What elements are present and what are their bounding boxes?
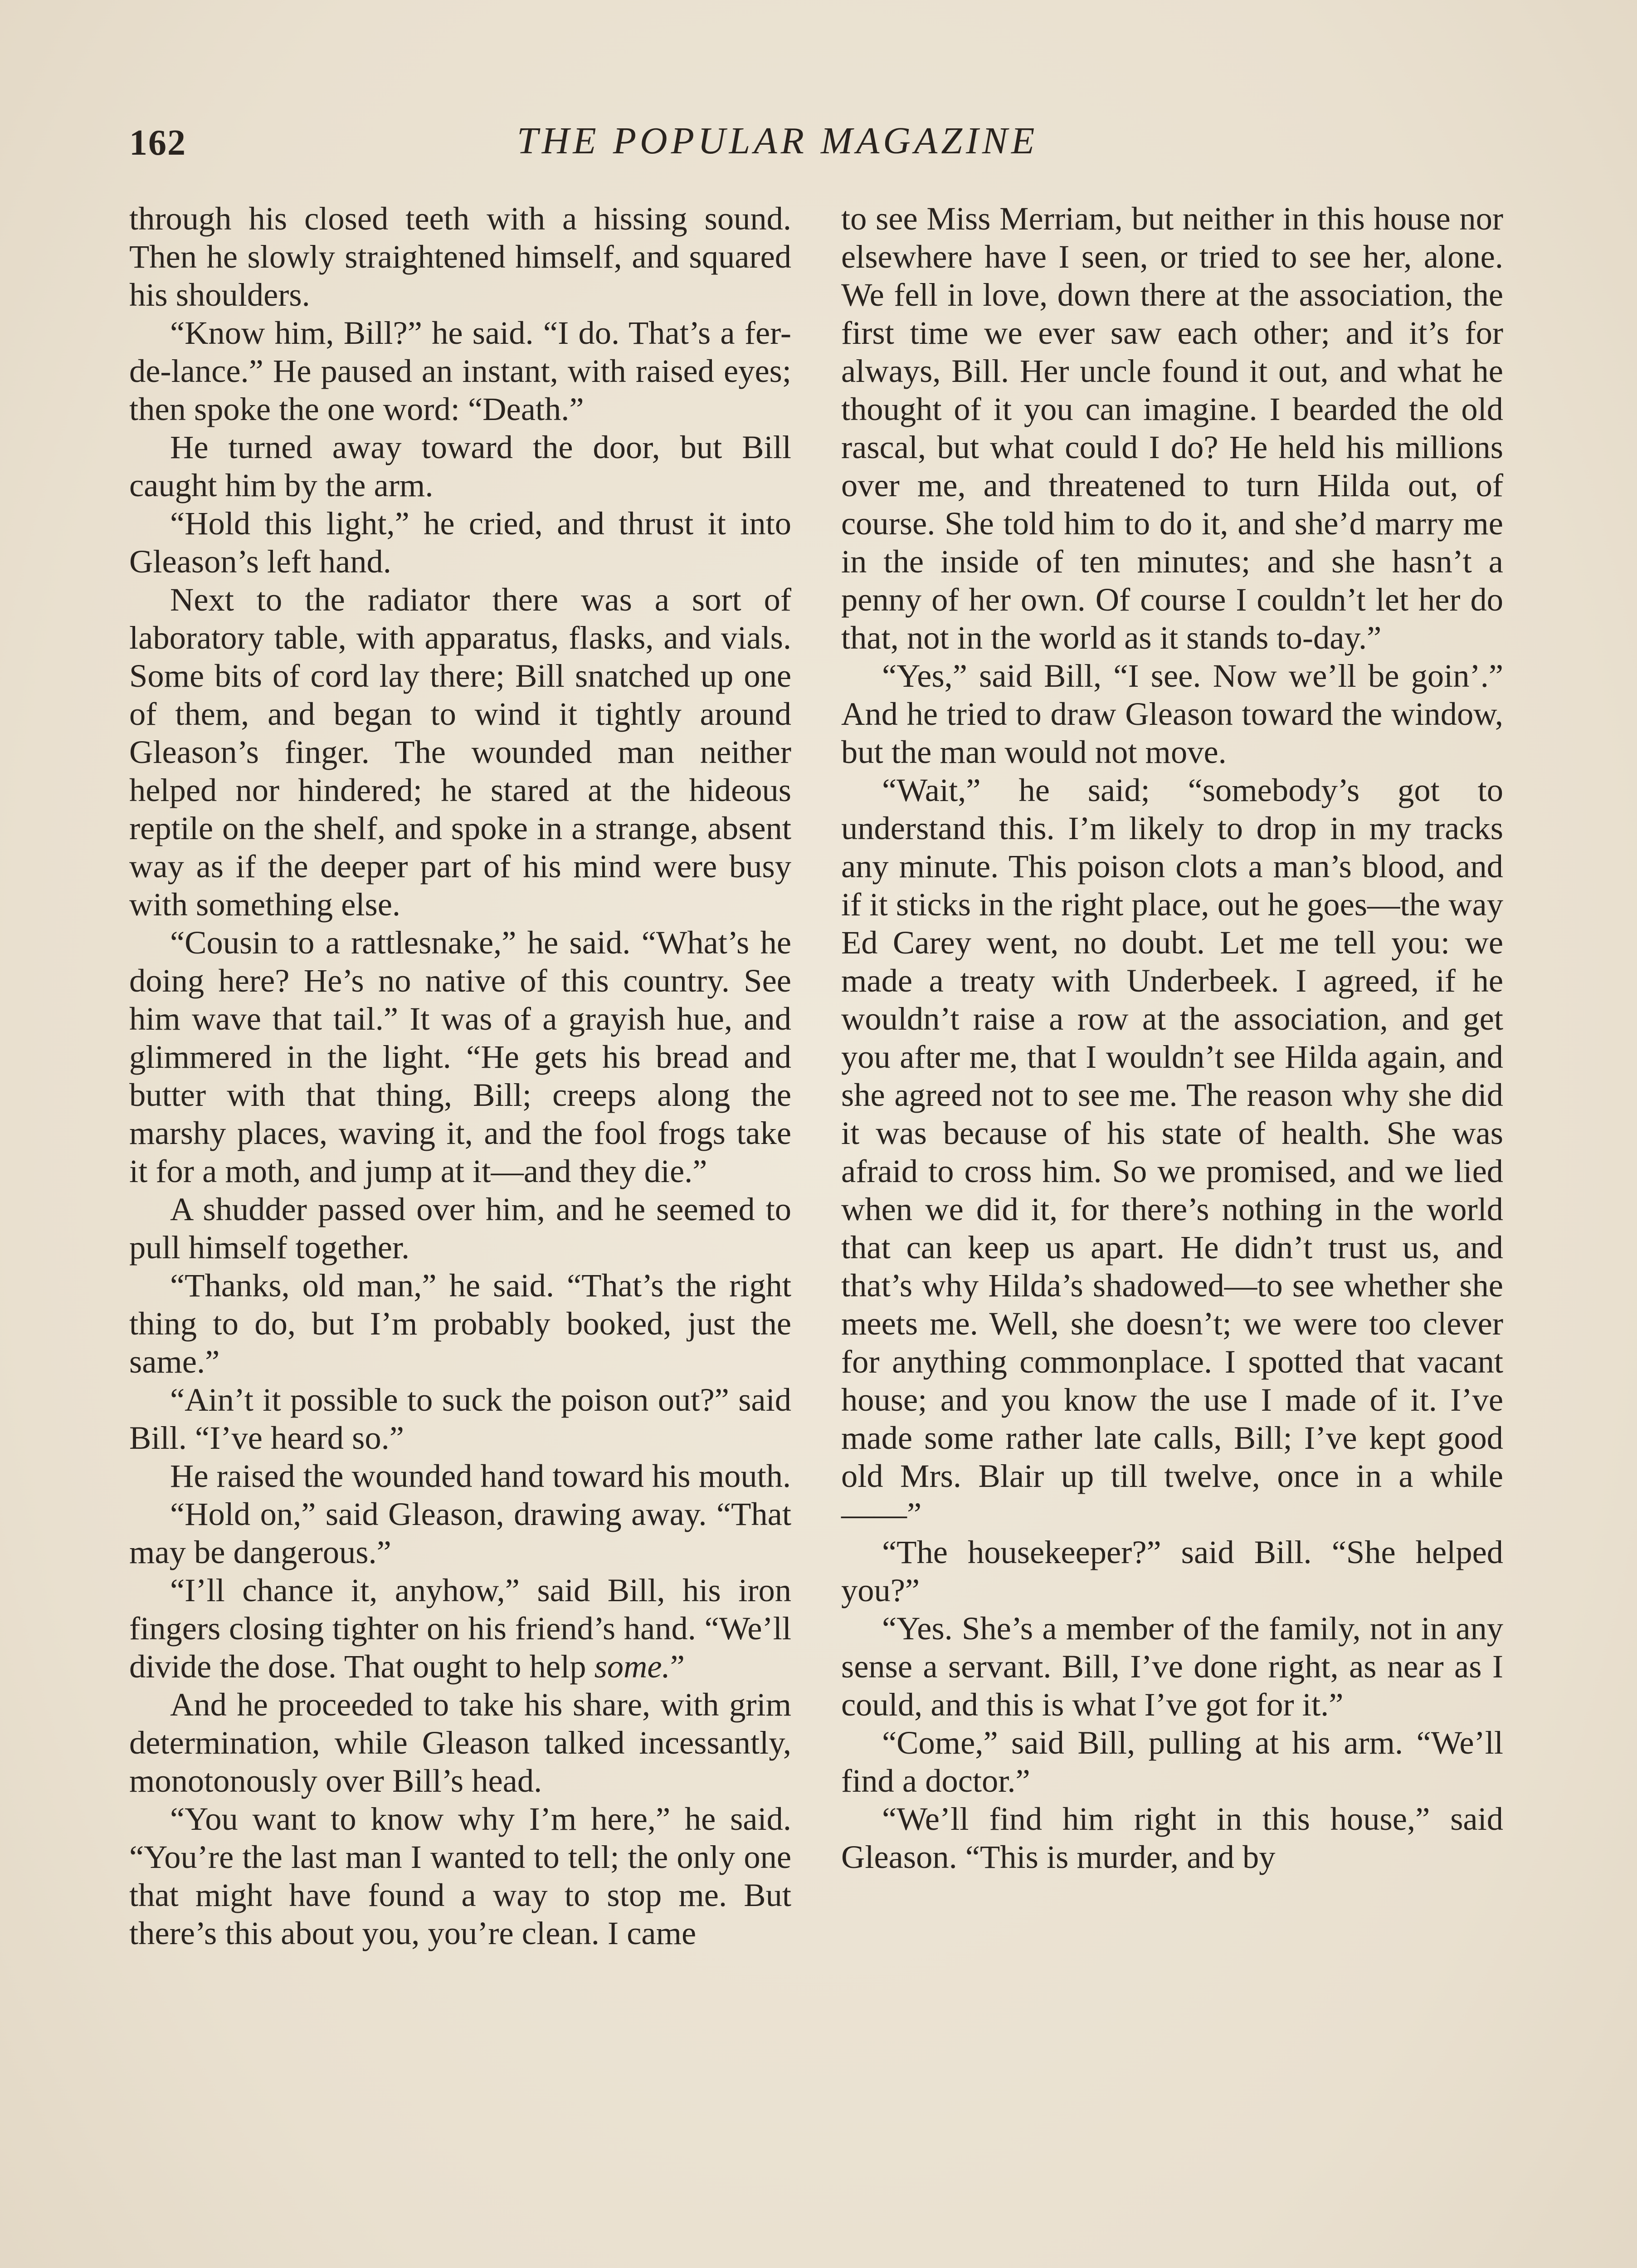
paragraph-text: He turned away toward the door, but Bill caught him by the arm.: [129, 429, 791, 503]
paragraph: [129, 314, 791, 428]
paragraph-text: “Cousin to a rattlesnake,” he said. “What’s he doing here? He’s no native of this country. See him wave that tail.” It was of a grayish hue, and glimmered in the light. “He gets his bread and butter with that thing, Bill; creeps along the marshy places, waving it, and the fool frogs take it for a moth, and jump at it—and they die.”: [129, 924, 791, 1189]
paragraph: [129, 1266, 791, 1381]
paragraph-text: through his closed teeth with a hissing sound. Then he slowly straightened himself, and squared his shoulders.: [129, 200, 791, 313]
paragraph: [129, 1190, 791, 1266]
paragraph-text: “Yes,” said Bill, “I see. Now we’ll be goin’.” And he tried to draw Gleason toward the window, but the man would not move.: [841, 657, 1503, 770]
paragraph: [841, 1533, 1503, 1609]
paragraph: [841, 771, 1503, 1533]
paragraph-text: “Wait,” he said; “somebody’s got to understand this. I’m likely to drop in my tracks any minute. This poison clots a man’s blood, and if it sticks in the right place, out he goes—the way Ed Carey went, no doubt. Let me tell you: we made a treaty with Underbeek. I agreed, if he wouldn’t raise a row at the association, and get you after me, that I wouldn’t see Hilda again, and she agreed not to see me. The reason why she did it was because of his state of health. She was afraid to cross him. So we promised, and we lied when we did it, for there’s nothing in the world that can keep us apart. He didn’t trust us, and that’s why Hilda’s shadowed—to see whether she meets me. Well, she doesn’t; we were too clever for anything commonplace. I spotted that vacant house; and you know the use I made of it. I’ve made some rather late calls, Bill; I’ve kept good old Mrs. Blair up till twelve, once in a while——”: [841, 772, 1503, 1532]
page-number: 162: [129, 123, 186, 163]
paragraph: [129, 428, 791, 504]
paragraph-text: “You want to know why I’m here,” he said. “You’re the last man I wanted to tell; the only one that might have found a way to stop me. But there’s this about you, you’re clean. I came: [129, 1800, 791, 1951]
paragraph: [129, 581, 791, 924]
paragraph-text: “Ain’t it possible to suck the poison out?” said Bill. “I’ve heard so.”: [129, 1381, 791, 1456]
paragraph-text: He raised the wounded hand toward his mouth.: [170, 1457, 791, 1494]
paragraph: [129, 200, 791, 314]
paragraph: [841, 1724, 1503, 1800]
paragraph-text: “I’ll chance it, anyhow,” said Bill, his iron fingers closing tighter on his friend’s hand. “We’ll divide the dose. That ought to help: [129, 1572, 791, 1685]
paragraph: [129, 924, 791, 1190]
paragraph: [841, 200, 1503, 657]
paragraph-text: “Know him, Bill?” he said. “I do. That’s a fer-de-lance.” He paused an instant, with raised eyes; then spoke the one word: “Death.”: [129, 314, 791, 427]
right-column: [841, 200, 1503, 1876]
paragraph-text: “We’ll find him right in this house,” said Gleason. “This is murder, and by: [841, 1800, 1503, 1875]
paragraph-text: “Hold this light,” he cried, and thrust it into Gleason’s left hand.: [129, 505, 791, 580]
paragraph-text: “Thanks, old man,” he said. “That’s the right thing to do, but I’m probably booked, just the same.”: [129, 1267, 791, 1380]
paragraph-text: “The housekeeper?” said Bill. “She helped you?”: [841, 1534, 1503, 1608]
paragraph-text: “Hold on,” said Gleason, drawing away. “That may be dangerous.”: [129, 1496, 791, 1570]
paragraph: [129, 1800, 791, 1952]
paragraph-text: “Come,” said Bill, pulling at his arm. “We’ll find a doctor.”: [841, 1724, 1503, 1799]
paragraph: [841, 1609, 1503, 1724]
left-column: [129, 200, 791, 1952]
paragraph: [129, 1571, 791, 1686]
emphasis-text: some.: [594, 1648, 670, 1685]
paragraph: [841, 657, 1503, 771]
paragraph-text: to see Miss Merriam, but neither in this house nor elsewhere have I seen, or tried to see her, alone. We fell in love, down there at the association, the first time we ever saw each other; and it’s for always, Bill. Her uncle found it out, and what he thought of it you can imagine. I bearded the old rascal, but what could I do? He held his millions over me, and threatened to turn Hilda out, of course. She told him to do it, and she’d marry me in the inside of ten minutes; and she hasn’t a penny of her own. Of course I couldn’t let her do that, not in the world as it stands to-day.”: [841, 200, 1503, 656]
paragraph-text: And he proceeded to take his share, with grim determination, while Gleason talked incessantly, monotonously over Bill’s head.: [129, 1686, 791, 1799]
paragraph-text: Next to the radiator there was a sort of laboratory table, with apparatus, flasks, and vials. Some bits of cord lay there; Bill snatched up one of them, and began to wind it tightly around Gleason’s finger. The wounded man neither helped nor hindered; he stared at the hideous reptile on the shelf, and spoke in a strange, absent way as if the deeper part of his mind were busy with something else.: [129, 581, 791, 923]
paragraph: [129, 1457, 791, 1495]
paragraph-text: “Yes. She’s a member of the family, not in any sense a servant. Bill, I’ve done right, as near as I could, and this is what I’ve got for it.”: [841, 1610, 1503, 1723]
closing-quote: ”: [670, 1648, 685, 1685]
paragraph: [129, 1381, 791, 1457]
paragraph: [129, 1495, 791, 1571]
paragraph: [129, 1686, 791, 1800]
paragraph: [129, 504, 791, 581]
running-head: THE POPULAR MAGAZINE: [517, 120, 1038, 162]
paragraph-text: A shudder passed over him, and he seemed to pull himself together.: [129, 1191, 791, 1266]
paragraph: [841, 1800, 1503, 1876]
